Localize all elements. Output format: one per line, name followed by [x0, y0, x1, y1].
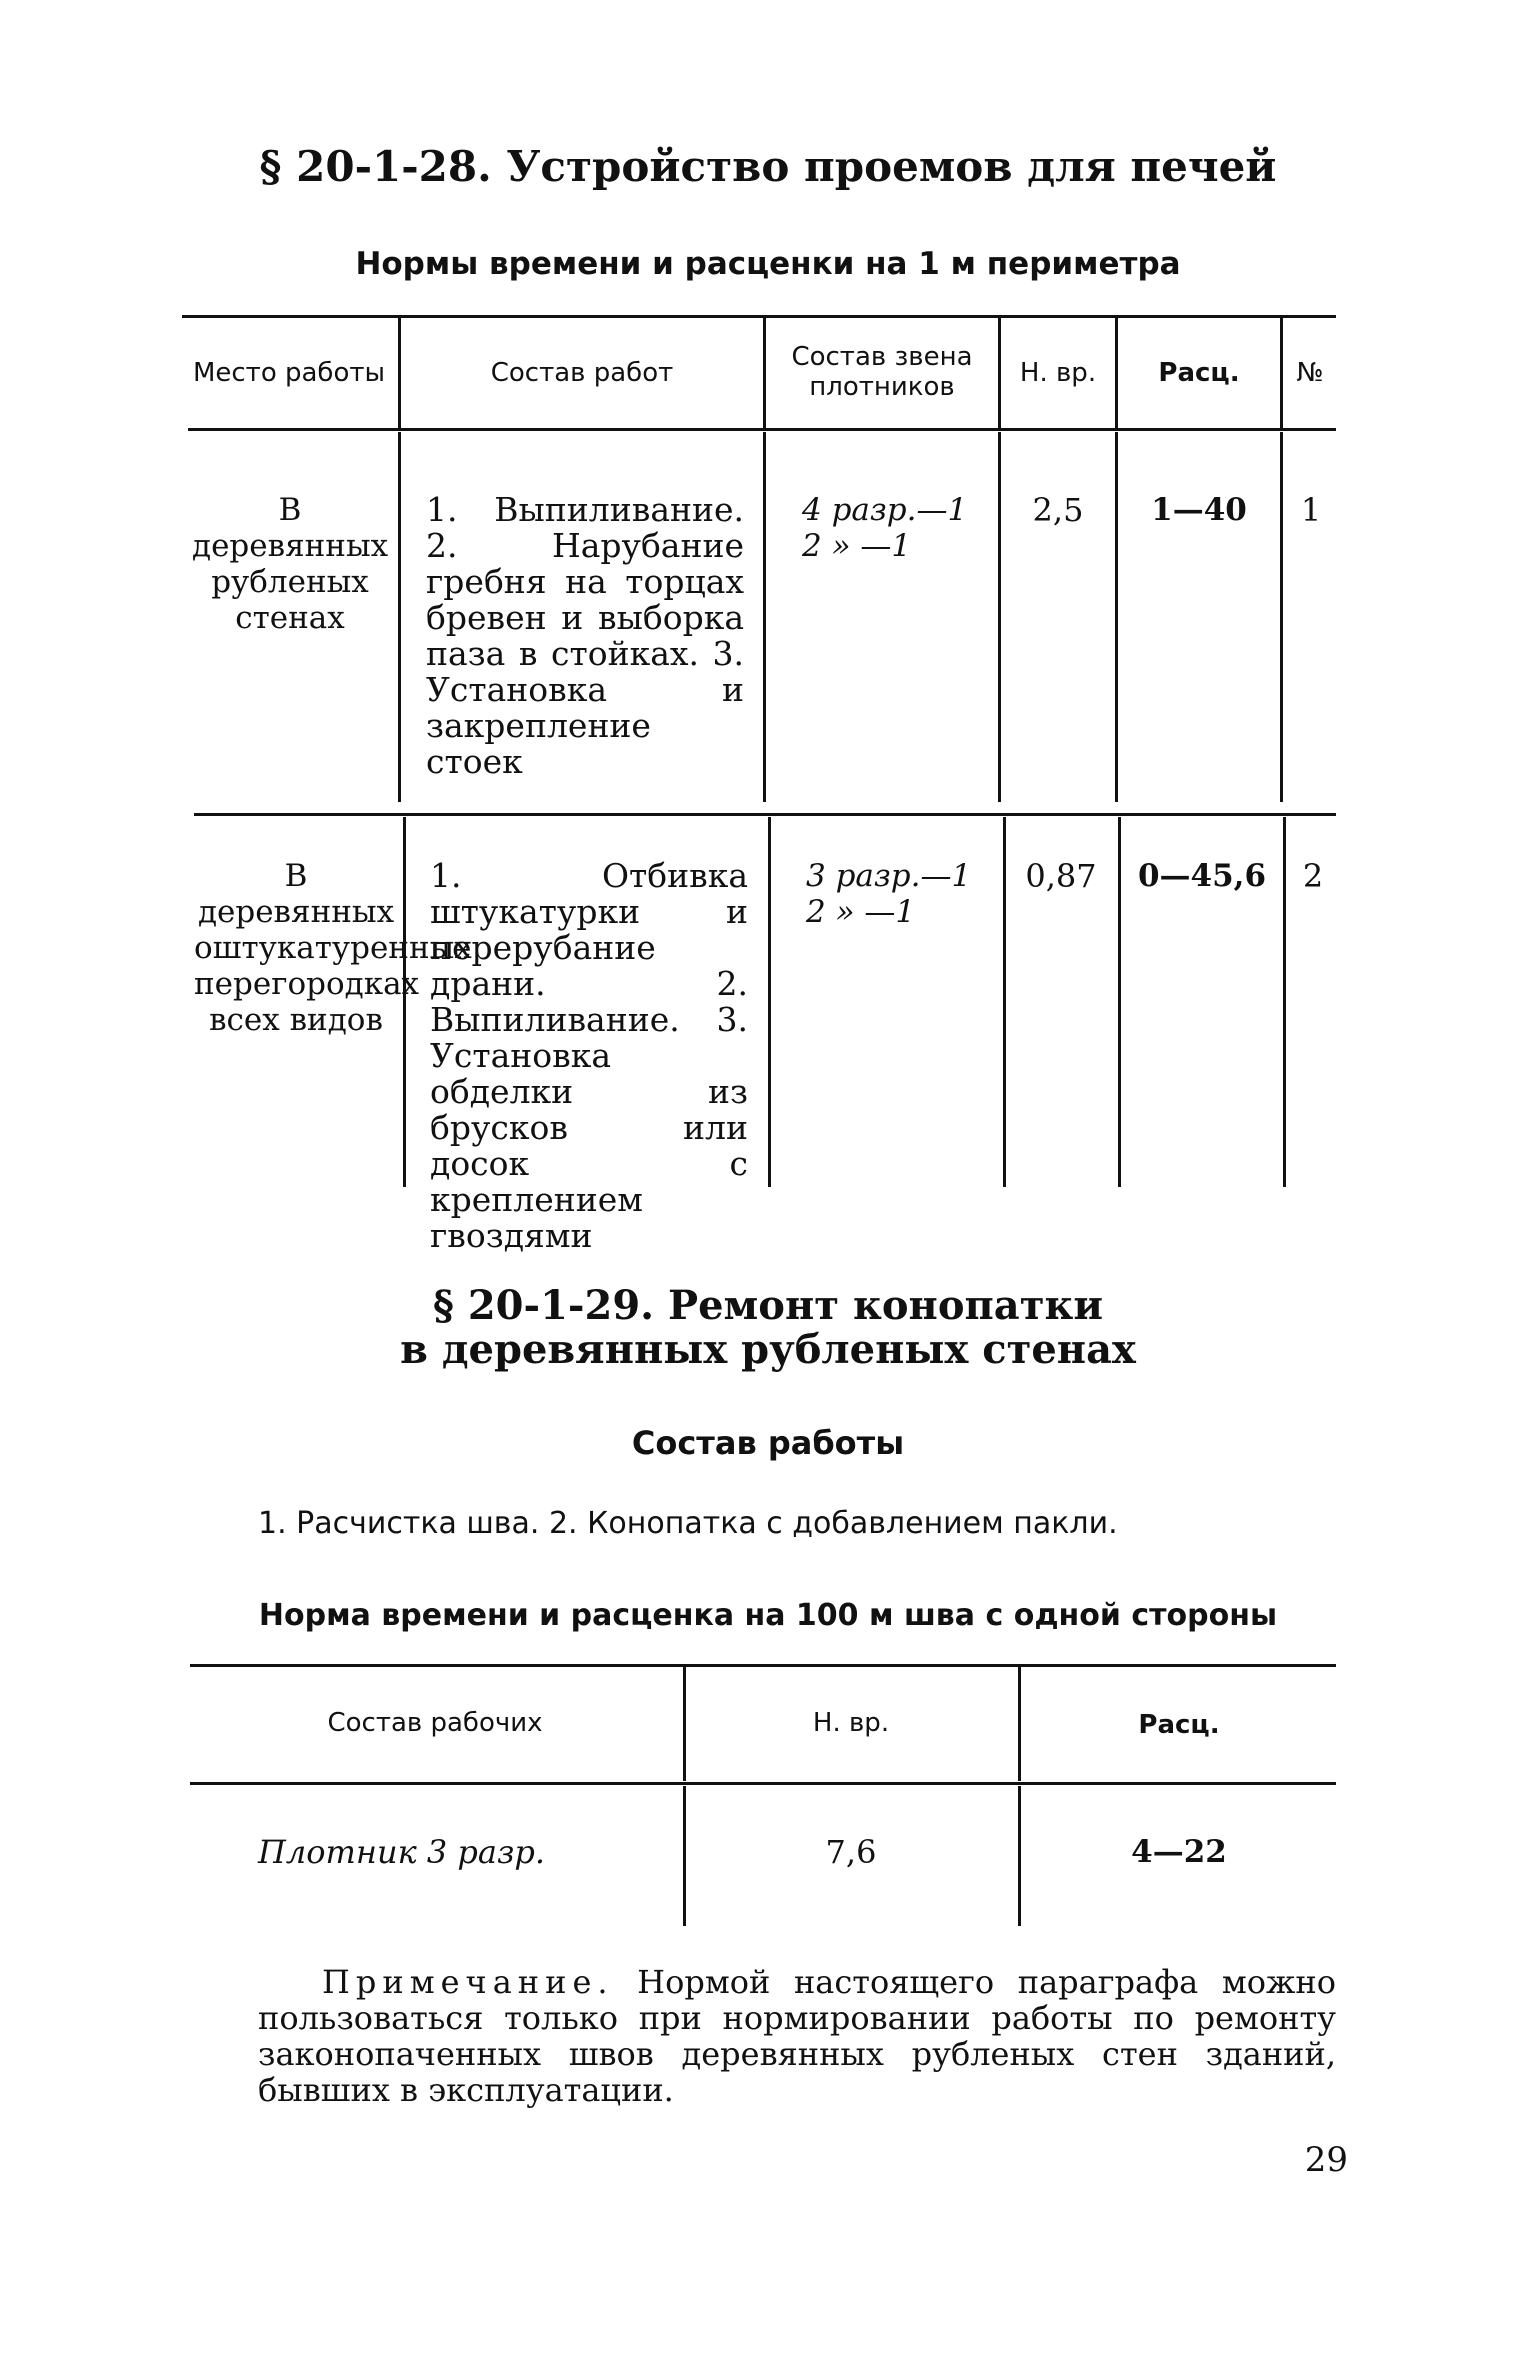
row1-work: 1. Выпиливание. 2. Нарубание гребня на торцах бревен и выборка паза в стойках. 3. Установка и закрепление стоек: [426, 490, 744, 781]
row2-work: 1. Отбивка штукатурки и перерубание драни. 2. Выпиливание. 3. Установка обделки из брусков или досок с креплением гвоздями: [430, 856, 748, 1255]
row-rate: 4—22: [1131, 1834, 1227, 1870]
header-workers: Состав рабочих: [327, 1708, 543, 1738]
section-title-1: § 20-1-28. Устройство проемов для печей: [259, 142, 1277, 191]
section-subtitle-2: Норма времени и расценка на 100 м шва с одной стороны: [258, 1598, 1278, 1633]
work-composition-heading: Состав работы: [631, 1424, 905, 1462]
header-rate-2: Расц.: [1138, 1710, 1220, 1740]
row2-rate: 0—45,6: [1137, 858, 1267, 894]
header-time: Н. вр.: [1019, 358, 1097, 388]
row2-crew-1: 3 разр.—1: [806, 858, 972, 894]
header-place: Место работы: [192, 358, 386, 388]
page-number: 29: [1304, 2140, 1348, 2180]
header-num: №: [1296, 358, 1324, 388]
header-crew: Состав звена плотников: [791, 342, 973, 402]
header-rate: Расц.: [1158, 358, 1240, 388]
row1-rate: 1—40: [1151, 492, 1247, 528]
header-work: Состав работ: [490, 358, 674, 388]
row1-crew-2: 2 » —1: [802, 528, 912, 564]
note-text: Нормой настоящего параграфа можно пользоваться только при нормировании работы по ремонту законопаченных швов деревянных рубленых стен зданий, бывших в эксплуатации.: [258, 1963, 1336, 2109]
section-title-2-line2: в деревянных рубленых стенах: [400, 1326, 1136, 1373]
row1-time: 2,5: [1032, 491, 1084, 529]
row1-crew-1: 4 разр.—1: [802, 492, 968, 528]
section-title-2-line1: § 20-1-29. Ремонт конопатки: [432, 1282, 1104, 1329]
work-composition-text: 1. Расчистка шва. 2. Конопатка с добавлением пакли.: [258, 1506, 1118, 1541]
section-subtitle-1: Нормы времени и расценки на 1 м периметра: [355, 246, 1181, 282]
row2-time: 0,87: [1025, 857, 1097, 895]
row-worker: Плотник 3 разр.: [258, 1833, 546, 1871]
row1-place: В деревянных рубленых стенах: [192, 492, 389, 636]
row1-num: 1: [1300, 491, 1322, 529]
row2-place: В деревянных оштукатуренных перегородках всех видов: [194, 858, 472, 1038]
note-label: Примечание.: [322, 1963, 614, 2001]
note: [258, 1964, 1336, 2108]
row-time: 7,6: [825, 1833, 877, 1871]
row2-num: 2: [1302, 857, 1324, 895]
row2-crew-2: 2 » —1: [806, 894, 916, 930]
header-time-2: Н. вр.: [812, 1708, 890, 1738]
